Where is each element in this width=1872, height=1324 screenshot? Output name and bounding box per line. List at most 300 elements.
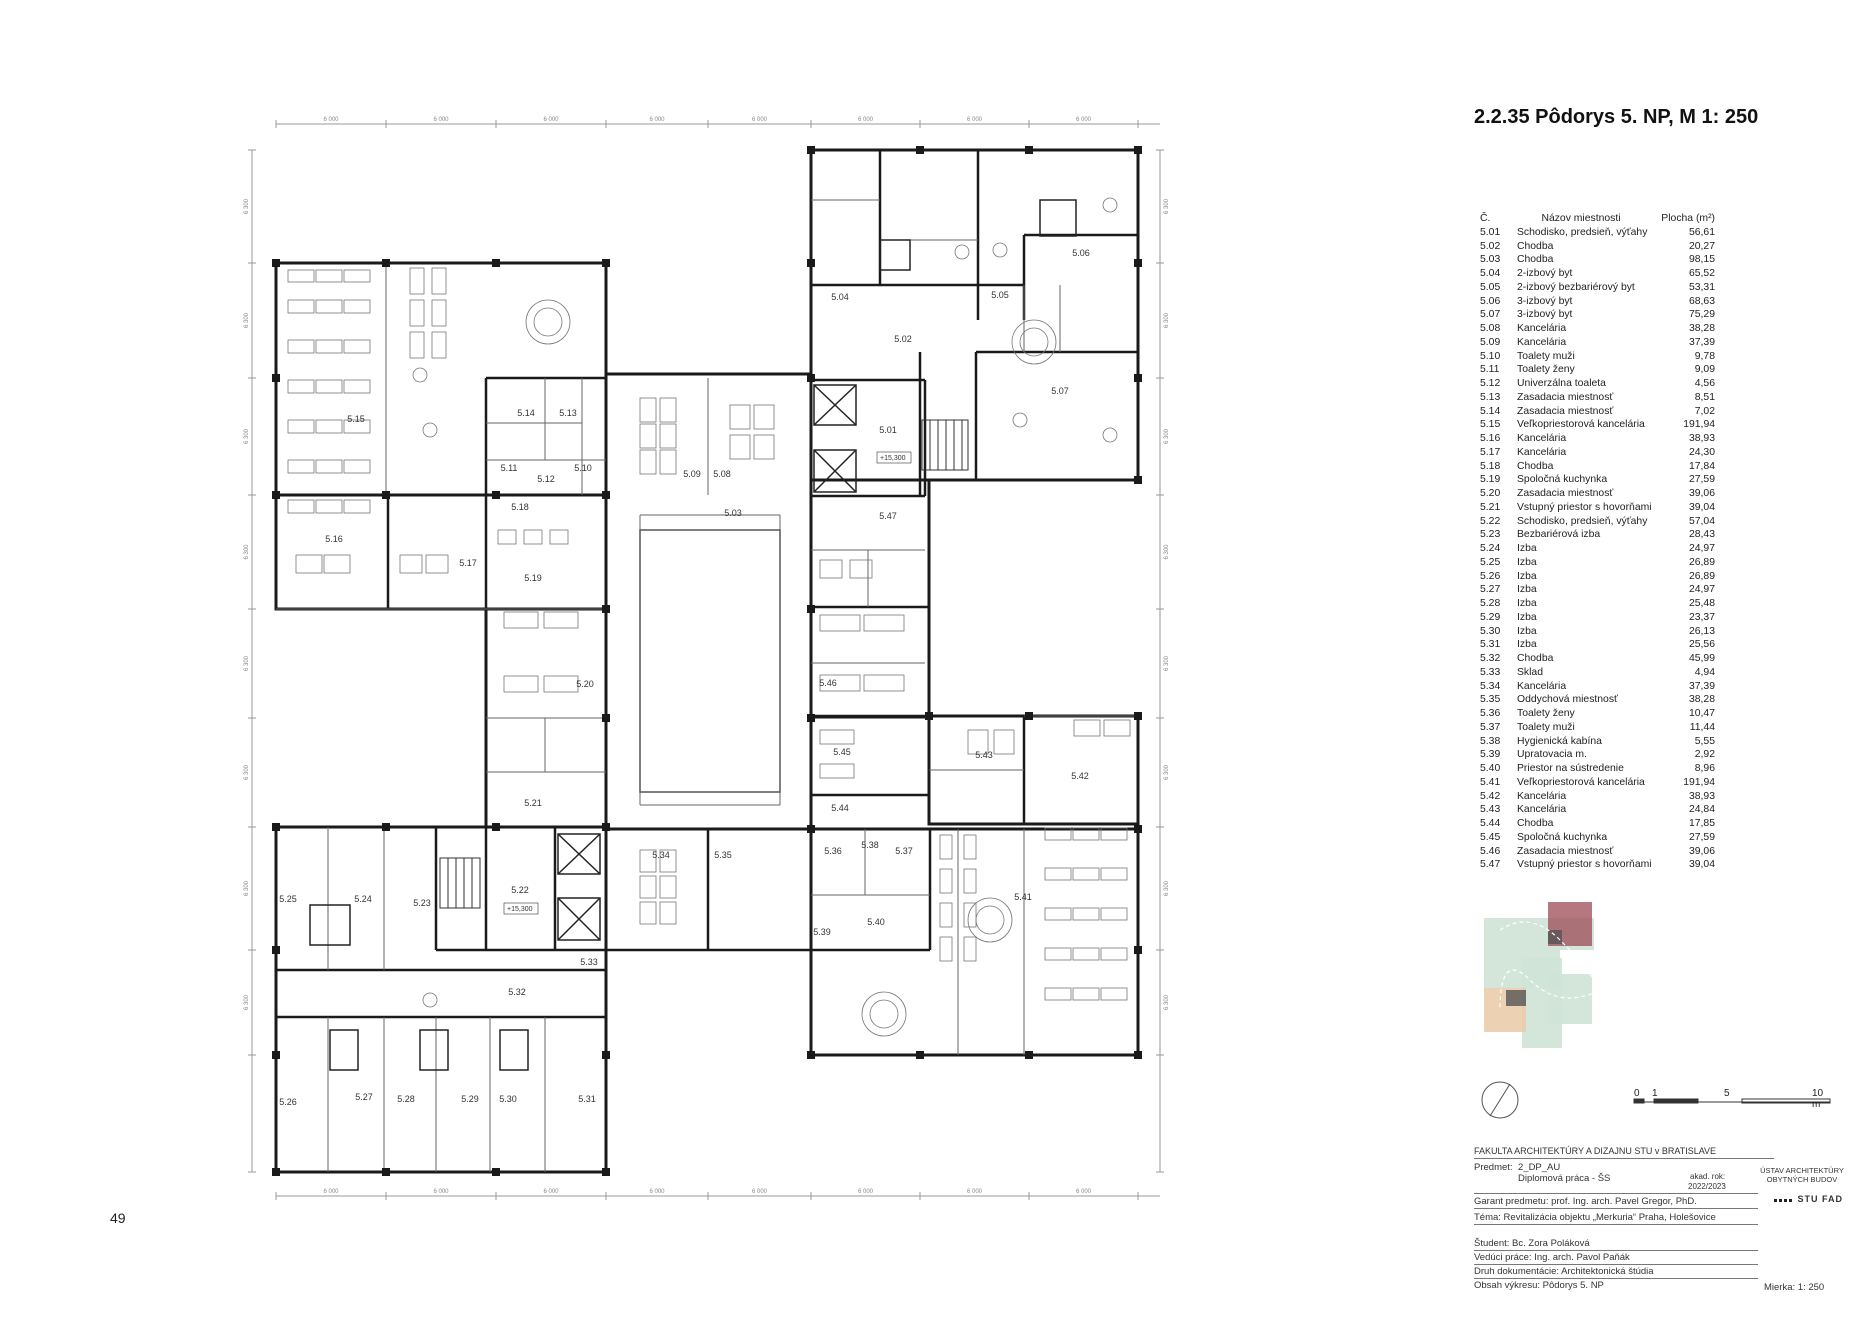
cell-area: 5,55 [1694, 735, 1715, 747]
cell-area: 8,96 [1694, 763, 1715, 774]
cell-area: 11,44 [1689, 721, 1715, 733]
cell-name: Chodba [1517, 240, 1554, 252]
room-label: 5.28 [397, 1094, 415, 1104]
room-label: 5.31 [578, 1094, 596, 1104]
cell-no: 5.27 [1480, 584, 1501, 596]
room-label: 5.27 [355, 1092, 373, 1102]
building-outline [276, 150, 1138, 1172]
dimension-labels [244, 117, 1170, 1195]
cell-name: Oddychová miestnosť [1517, 694, 1618, 706]
cell-area: 38,28 [1688, 323, 1715, 334]
level-mark-south: +15,300 [507, 906, 533, 913]
cell-no: 5.18 [1480, 460, 1501, 472]
key-plan [1484, 902, 1600, 1048]
dimension-label: 6 300 [1164, 544, 1170, 560]
col-name: Názov miestnosti [1541, 213, 1621, 224]
cell-no: 5.34 [1480, 680, 1501, 692]
dimension-label: 6 000 [323, 1189, 339, 1195]
table-row [1480, 487, 1715, 501]
cell-no: 5.33 [1480, 666, 1501, 678]
room-label: 5.46 [819, 678, 837, 688]
room-label: 5.32 [508, 987, 526, 997]
cell-name: Chodba [1517, 653, 1554, 664]
room-label: 5.05 [991, 290, 1009, 300]
cell-name: Spoločná kuchynka [1517, 474, 1608, 486]
cell-no: 5.06 [1480, 295, 1501, 307]
col-area: Plocha (m²) [1661, 213, 1715, 224]
cell-name: Izba [1517, 570, 1537, 582]
room-label: 5.34 [652, 850, 670, 860]
table-row [1480, 817, 1715, 831]
cell-area: 56,61 [1688, 226, 1715, 238]
table-row [1480, 473, 1715, 487]
table-row [1480, 295, 1715, 309]
cell-no: 5.44 [1480, 818, 1501, 829]
room-label: 5.18 [511, 502, 529, 512]
cell-name: Toalety muži [1517, 721, 1575, 733]
table-row [1480, 776, 1715, 790]
dimension-label: 6 300 [244, 198, 250, 215]
cell-no: 5.13 [1480, 391, 1501, 403]
cell-area: 24,97 [1688, 584, 1715, 596]
table-row [1480, 432, 1715, 446]
cell-area: 26,89 [1688, 556, 1715, 568]
dimension-label: 6 300 [1164, 764, 1170, 781]
cell-area: 68,63 [1688, 295, 1715, 307]
room-label: 5.41 [1014, 892, 1032, 902]
cell-area: 25,48 [1688, 598, 1715, 609]
room-label: 5.25 [279, 894, 297, 904]
cell-name: Vstupný priestor s hovorňami [1517, 859, 1652, 871]
guarantor: Garant predmetu: prof. Ing. arch. Pavel Gregor, PhD. [1474, 1196, 1697, 1207]
table-row [1480, 542, 1715, 556]
room-label: 5.12 [537, 474, 555, 484]
dimension-lines [248, 120, 1164, 1200]
dimension-label: 6 300 [1164, 198, 1170, 215]
cell-name: Zasadacia miestnosť [1517, 405, 1614, 417]
table-row [1480, 240, 1715, 254]
room-label: 5.40 [867, 917, 885, 927]
room-label: 5.47 [879, 511, 897, 521]
table-row [1480, 583, 1715, 597]
dimension-label: 6 300 [244, 994, 250, 1011]
dimension-label: 6 000 [433, 117, 449, 123]
cell-area: 17,85 [1688, 818, 1715, 829]
cell-area: 37,39 [1688, 336, 1715, 348]
room-label: 5.01 [879, 425, 897, 435]
room-label: 5.24 [354, 894, 372, 904]
room-label: 5.20 [576, 679, 594, 689]
room-label: 5.33 [580, 957, 598, 967]
room-label: 5.39 [813, 927, 831, 937]
cell-name: Spoločná kuchynka [1517, 831, 1608, 843]
cell-name: Kancelária [1517, 323, 1567, 334]
dimension-label: 6 300 [244, 764, 250, 781]
cell-area: 9,78 [1694, 350, 1715, 362]
cell-no: 5.12 [1480, 378, 1501, 389]
cell-area: 38,93 [1688, 790, 1715, 802]
table-row [1480, 611, 1715, 625]
drawing-content: Obsah výkresu: Pôdorys 5. NP [1474, 1280, 1604, 1291]
dimension-label: 6 000 [323, 117, 339, 123]
cell-name: Kancelária [1517, 446, 1567, 458]
room-label: 5.16 [325, 534, 343, 544]
room-label: 5.09 [683, 469, 701, 479]
cell-no: 5.35 [1480, 694, 1501, 706]
cell-name: Izba [1517, 556, 1537, 568]
table-row [1480, 501, 1715, 515]
cell-area: 25,56 [1688, 639, 1715, 651]
cell-name: Izba [1517, 598, 1537, 609]
cell-area: 20,27 [1688, 240, 1715, 252]
cell-name: 3-izbový byt [1517, 309, 1573, 321]
dimension-label: 6 000 [1075, 117, 1092, 123]
dimension-label: 6 000 [1075, 1189, 1092, 1195]
table-row [1480, 322, 1715, 336]
table-row [1480, 281, 1715, 295]
room-label: 5.23 [413, 898, 431, 908]
cell-no: 5.19 [1480, 474, 1501, 486]
table-row [1480, 418, 1715, 432]
cell-area: 4,56 [1694, 378, 1715, 389]
stu-logo: STU FAD [1774, 1194, 1843, 1204]
table-row [1480, 858, 1715, 872]
cell-area: 191,94 [1683, 776, 1715, 788]
scale-label: 5 [1724, 1088, 1730, 1099]
room-label: 5.36 [824, 846, 842, 856]
subject-label: Predmet: [1474, 1162, 1513, 1173]
col-no: Č. [1480, 213, 1491, 224]
cell-no: 5.22 [1480, 515, 1501, 527]
cell-no: 5.37 [1480, 721, 1501, 733]
table-row [1480, 762, 1715, 776]
doc-type: Druh dokumentácie: Architektonická štúdia [1474, 1266, 1654, 1277]
room-label: 5.11 [500, 463, 518, 473]
table-row [1480, 693, 1715, 707]
scale-label: 10 m [1812, 1088, 1824, 1110]
cell-area: 39,04 [1688, 501, 1715, 513]
cell-area: 4,94 [1694, 666, 1715, 678]
cell-name: 3-izbový byt [1517, 295, 1573, 307]
cell-area: 17,84 [1688, 460, 1715, 472]
dimension-label: 6 300 [1164, 655, 1170, 672]
structural-columns [272, 146, 1142, 1176]
table-row [1480, 735, 1715, 749]
theme: Téma: Revitalizácia objektu „Merkuria“ Praha, Holešovice [1474, 1212, 1716, 1223]
table-row [1480, 363, 1715, 377]
cell-name: Zasadacia miestnosť [1517, 391, 1614, 403]
cell-name: Chodba [1517, 818, 1554, 829]
table-header [1480, 212, 1715, 226]
north-arrow-icon [1482, 1082, 1518, 1118]
dimension-label: 6 300 [1164, 312, 1170, 329]
cell-name: Schodisko, predsieň, výťahy [1517, 515, 1648, 527]
dimension-label: 6 300 [244, 880, 250, 897]
cell-area: 23,37 [1688, 611, 1715, 623]
room-label: 5.08 [713, 469, 731, 479]
cell-no: 5.03 [1480, 254, 1501, 266]
table-row [1480, 652, 1715, 666]
cell-name: Bezbariérová izba [1517, 529, 1601, 541]
dimension-label: 6 000 [543, 1189, 559, 1195]
cell-no: 5.43 [1480, 804, 1501, 816]
dimension-label: 6 000 [649, 117, 665, 123]
cell-no: 5.28 [1480, 598, 1501, 609]
room-label: 5.35 [714, 850, 732, 860]
room-label: 5.21 [524, 798, 542, 808]
table-row [1480, 350, 1715, 364]
cell-no: 5.29 [1480, 611, 1501, 623]
cell-no: 5.45 [1480, 831, 1501, 843]
table-row [1480, 597, 1715, 611]
table-row [1480, 721, 1715, 735]
cell-no: 5.17 [1480, 446, 1501, 458]
year-label: akad. rok: [1690, 1172, 1726, 1181]
table-row [1480, 570, 1715, 584]
dimension-label: 6 000 [966, 117, 983, 123]
room-label: 5.14 [517, 408, 535, 418]
dimension-label: 6 000 [751, 117, 768, 123]
cell-name: Izba [1517, 584, 1537, 596]
cell-name: Izba [1517, 639, 1537, 651]
table-row [1480, 391, 1715, 405]
scale-label: 0 [1634, 1088, 1640, 1099]
cell-area: 9,09 [1694, 364, 1715, 376]
room-label: 5.10 [574, 463, 592, 473]
cell-name: Toalety ženy [1517, 708, 1575, 719]
cell-name: 2-izbový byt [1517, 268, 1573, 279]
table-row [1480, 666, 1715, 680]
room-label: 5.38 [861, 840, 879, 850]
cell-no: 5.24 [1480, 543, 1501, 554]
cell-name: Schodisko, predsieň, výťahy [1517, 226, 1648, 238]
room-label: 5.04 [831, 292, 849, 302]
cell-area: 191,94 [1683, 419, 1715, 431]
cell-no: 5.02 [1480, 240, 1501, 252]
dimension-label: 6 000 [857, 117, 874, 123]
dimension-label: 6 000 [966, 1189, 983, 1195]
cell-no: 5.46 [1480, 845, 1501, 857]
room-label: 5.19 [524, 573, 542, 583]
cell-area: 2,92 [1694, 749, 1715, 761]
table-row [1480, 460, 1715, 474]
dimension-label: 6 000 [543, 117, 559, 123]
cell-area: 26,13 [1688, 625, 1715, 637]
room-labels [279, 248, 1090, 1107]
room-label: 5.26 [279, 1097, 297, 1107]
table-row [1480, 253, 1715, 267]
cell-area: 8,51 [1694, 391, 1715, 403]
room-label: 5.02 [894, 334, 912, 344]
cell-no: 5.09 [1480, 336, 1501, 348]
cell-no: 5.04 [1480, 268, 1501, 279]
cell-area: 53,31 [1688, 281, 1715, 293]
table-row [1480, 748, 1715, 762]
table-row [1480, 707, 1715, 721]
cell-area: 39,06 [1688, 488, 1715, 499]
table-row [1480, 625, 1715, 639]
cell-name: Kancelária [1517, 790, 1567, 802]
room-label: 5.42 [1071, 771, 1089, 781]
cell-no: 5.26 [1480, 570, 1501, 582]
dimension-label: 6 300 [244, 312, 250, 329]
cell-name: 2-izbový bezbariérový byt [1517, 281, 1635, 293]
cell-area: 57,04 [1688, 515, 1715, 527]
cell-area: 45,99 [1688, 653, 1715, 664]
cell-area: 24,84 [1688, 804, 1715, 816]
cell-area: 37,39 [1688, 680, 1715, 692]
room-label: 5.06 [1072, 248, 1090, 258]
table-row [1480, 267, 1715, 281]
table-row [1480, 226, 1715, 240]
cell-no: 5.40 [1480, 763, 1501, 774]
interior-walls [276, 150, 1138, 1017]
subject-sub: Diplomová práca - ŠS [1518, 1173, 1611, 1184]
dimension-label: 6 300 [244, 544, 250, 560]
cell-name: Izba [1517, 611, 1537, 623]
cell-name: Kancelária [1517, 680, 1567, 692]
table-row [1480, 446, 1715, 460]
room-label: 5.17 [459, 558, 477, 568]
room-label: 5.07 [1051, 386, 1069, 396]
cell-area: 98,15 [1688, 254, 1715, 266]
institute: ÚSTAV ARCHITEKTÚRY OBYTNÝCH BUDOV [1760, 1166, 1844, 1184]
room-label: 5.44 [831, 803, 849, 813]
cell-name: Chodba [1517, 460, 1554, 472]
dimension-label: 6 300 [1164, 880, 1170, 897]
cell-area: 39,06 [1688, 845, 1715, 857]
cell-area: 28,43 [1688, 529, 1715, 541]
cell-area: 27,59 [1688, 474, 1715, 486]
table-row [1480, 528, 1715, 542]
drawing-scale: Mierka: 1: 250 [1764, 1282, 1825, 1293]
room-label: 5.29 [461, 1094, 479, 1104]
cell-no: 5.41 [1480, 776, 1501, 788]
dimension-label: 6 300 [244, 428, 250, 445]
cell-no: 5.42 [1480, 790, 1501, 802]
level-mark-north: +15,300 [880, 455, 906, 462]
cell-area: 39,04 [1688, 859, 1715, 871]
table-row [1480, 845, 1715, 859]
cell-name: Univerzálna toaleta [1517, 378, 1606, 389]
cell-no: 5.21 [1480, 501, 1501, 513]
cell-no: 5.25 [1480, 556, 1501, 568]
cell-name: Kancelária [1517, 804, 1567, 816]
cell-no: 5.30 [1480, 625, 1501, 637]
cell-no: 5.15 [1480, 419, 1501, 431]
cell-no: 5.11 [1480, 364, 1500, 376]
cell-name: Kancelária [1517, 336, 1567, 348]
cell-name: Upratovacia m. [1517, 749, 1587, 761]
table-row [1480, 790, 1715, 804]
table-row [1480, 377, 1715, 391]
supervisor: Vedúci práce: Ing. arch. Pavol Paňák [1474, 1252, 1630, 1263]
cell-no: 5.08 [1480, 323, 1501, 334]
cell-no: 5.31 [1480, 639, 1501, 651]
cell-area: 24,30 [1688, 446, 1715, 458]
cell-area: 7,02 [1694, 405, 1715, 417]
partitions [276, 200, 1138, 1172]
cell-area: 38,28 [1688, 694, 1715, 706]
cell-area: 10,47 [1688, 708, 1715, 719]
stairs [440, 420, 968, 908]
cell-no: 5.14 [1480, 405, 1501, 417]
cell-name: Veľkopriestorová kancelária [1517, 776, 1645, 788]
cell-name: Izba [1517, 543, 1537, 554]
cell-name: Izba [1517, 625, 1537, 637]
cell-no: 5.10 [1480, 350, 1501, 362]
cell-name: Veľkopriestorová kancelária [1517, 419, 1645, 431]
dimension-label: 6 000 [857, 1189, 874, 1195]
cell-name: Vstupný priestor s hovorňami [1517, 501, 1652, 513]
cell-no: 5.16 [1480, 433, 1501, 444]
cell-name: Kancelária [1517, 433, 1567, 444]
scale-label: 1 [1652, 1088, 1658, 1099]
cell-no: 5.23 [1480, 529, 1501, 541]
cell-name: Zasadacia miestnosť [1517, 845, 1614, 857]
cell-no: 5.01 [1480, 226, 1501, 238]
cell-no: 5.39 [1480, 749, 1501, 761]
cell-area: 26,89 [1688, 570, 1715, 582]
cell-no: 5.47 [1480, 859, 1501, 871]
cell-name: Chodba [1517, 254, 1554, 266]
table-row [1480, 336, 1715, 350]
room-label: 5.22 [511, 885, 529, 895]
dimension-label: 6 300 [1164, 428, 1170, 445]
room-schedule-table [1480, 212, 1715, 872]
table-row [1480, 308, 1715, 322]
room-label: 5.03 [724, 508, 742, 518]
room-label: 5.43 [975, 750, 993, 760]
cell-no: 5.20 [1480, 488, 1501, 499]
dimension-label: 6 000 [649, 1189, 665, 1195]
cell-name: Toalety muži [1517, 350, 1575, 362]
table-row [1480, 680, 1715, 694]
room-label: 5.15 [347, 414, 365, 424]
cell-name: Zasadacia miestnosť [1517, 488, 1614, 499]
table-row [1480, 831, 1715, 845]
cell-no: 5.36 [1480, 708, 1501, 719]
dimension-label: 6 300 [244, 655, 250, 672]
cell-no: 5.05 [1480, 281, 1501, 293]
table-row [1480, 803, 1715, 817]
room-label: 5.45 [833, 747, 851, 757]
cell-no: 5.38 [1480, 735, 1501, 747]
cell-name: Sklad [1517, 666, 1543, 678]
year: 2022/2023 [1688, 1182, 1726, 1191]
cell-name: Priestor na sústredenie [1517, 763, 1624, 774]
cell-no: 5.07 [1480, 309, 1501, 321]
cell-area: 27,59 [1688, 831, 1715, 843]
cell-area: 24,97 [1688, 543, 1715, 554]
cell-no: 5.32 [1480, 653, 1501, 664]
table-row [1480, 556, 1715, 570]
table-row [1480, 405, 1715, 419]
room-label: 5.30 [499, 1094, 517, 1104]
cell-area: 38,93 [1688, 433, 1715, 444]
faculty: FAKULTA ARCHITEKTÚRY A DIZAJNU STU v BRATISLAVE [1474, 1146, 1717, 1156]
cell-area: 75,29 [1688, 309, 1715, 321]
cell-area: 65,52 [1688, 268, 1715, 279]
dimension-label: 6 300 [1164, 994, 1170, 1011]
table-row [1480, 638, 1715, 652]
subject: 2_DP_AU [1518, 1162, 1561, 1173]
atrium-void [640, 530, 780, 792]
page-number: 49 [110, 1210, 126, 1226]
table-row [1480, 515, 1715, 529]
student: Študent: Bc. Zora Poláková [1474, 1238, 1590, 1249]
scale-bar-labels [1630, 1088, 1830, 1118]
